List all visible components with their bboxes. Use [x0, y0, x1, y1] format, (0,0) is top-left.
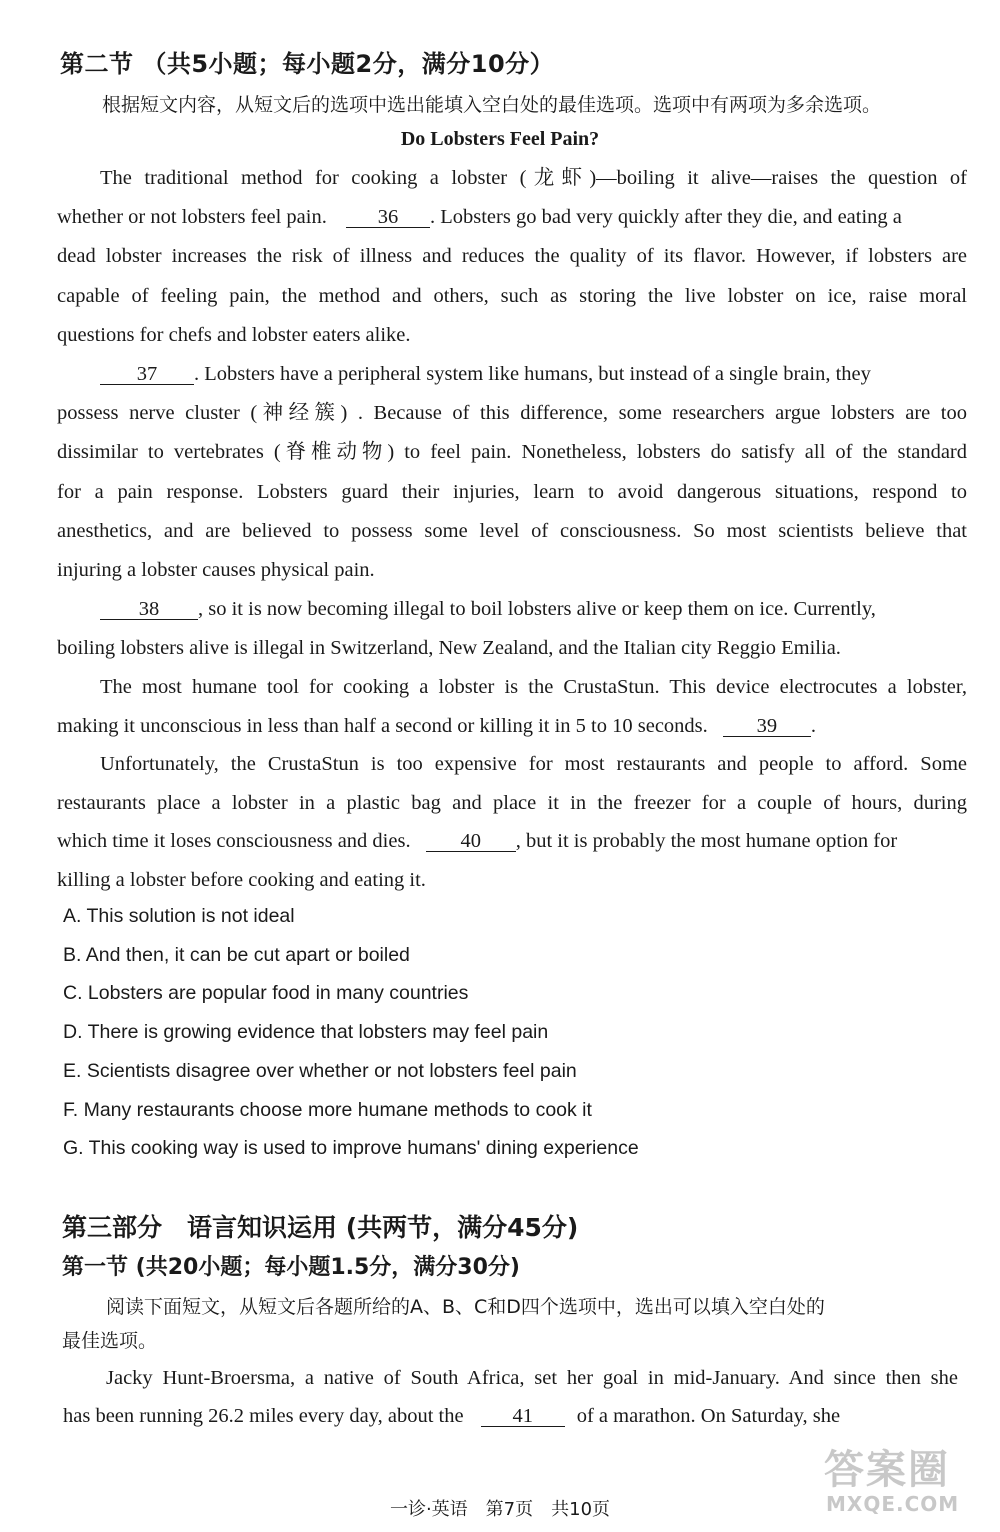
passage-line: anesthetics, and are believed to possess some level of consciousness. So most scientists believe that: [57, 520, 967, 542]
section-heading: 第一节 (共20小题；每小题1.5分，满分30分): [62, 1255, 520, 1280]
passage-text: making it unconscious in less than half a second or killing it in 5 to 10 seconds.: [57, 715, 708, 737]
passage-line: possess nerve cluster (神经簇) . Because of this difference, some researchers argue lobsters are too: [57, 402, 967, 424]
section-instruction: 根据短文内容，从短文后的选项中选出能填入空白处的最佳选项。选项中有两项为多余选项。: [102, 94, 882, 116]
passage-line: for a pain response. Lobsters guard their injuries, learn to avoid dangerous situations, respond to: [57, 481, 967, 503]
page-footer: 一诊·英语 第7页 共10页: [389, 1499, 611, 1520]
watermark-text: 答案圈: [824, 1447, 950, 1493]
option-c: C. Lobsters are popular food in many countries: [63, 982, 469, 1004]
passage-line: capable of feeling pain, the method and others, such as storing the live lobster on ice, raise moral: [57, 285, 967, 307]
passage-text: , so it is now becoming illegal to boil lobsters alive or keep them on ice. Currently,: [198, 598, 876, 620]
blank-41: 41: [481, 1406, 565, 1427]
passage-line: boiling lobsters alive is illegal in Switzerland, New Zealand, and the Italian city Reggio Emilia.: [57, 637, 841, 659]
blank-38: 38: [100, 599, 198, 620]
passage-text: which time it loses consciousness and dies.: [57, 830, 411, 852]
passage-line: The most humane tool for cooking a lobster is the CrustaStun. This device electrocutes a lobster,: [100, 676, 967, 698]
passage-line: dissimilar to vertebrates (脊椎动物) to feel pain. Nonetheless, lobsters do satisfy all of the standard: [57, 441, 967, 463]
passage-title: Do Lobsters Feel Pain?: [400, 128, 600, 150]
option-b: B. And then, it can be cut apart or boiled: [63, 944, 410, 966]
passage-line: Unfortunately, the CrustaStun is too expensive for most restaurants and people to afford. Some: [100, 753, 967, 775]
passage-line: [100, 362, 967, 386]
passage-line: [57, 829, 967, 853]
passage-line: The traditional method for cooking a lobster (龙虾)—boiling it alive—raises the question of: [100, 167, 967, 189]
blank-37: 37: [100, 364, 194, 385]
passage-line: [100, 597, 967, 621]
passage-text: of a marathon. On Saturday, she: [576, 1405, 841, 1427]
blank-36: 36: [346, 207, 430, 228]
passage-line: [57, 714, 967, 738]
blank-40: 40: [426, 831, 516, 852]
part-heading: 第三部分 语言知识运用 (共两节，满分45分): [62, 1213, 579, 1242]
option-a: A. This solution is not ideal: [63, 905, 295, 927]
passage-text: . Lobsters go bad very quickly after they die, and eating a: [429, 206, 902, 228]
passage-line: killing a lobster before cooking and eating it.: [57, 869, 426, 891]
section-instruction: 最佳选项。: [62, 1330, 158, 1352]
passage-line: [63, 1404, 973, 1428]
option-d: D. There is growing evidence that lobsters may feel pain: [63, 1021, 549, 1043]
passage-line: dead lobster increases the risk of illness and reduces the quality of its flavor. However, if lobsters are: [57, 245, 967, 267]
passage-text: .: [810, 715, 817, 737]
option-e: E. Scientists disagree over whether or not lobsters feel pain: [63, 1060, 577, 1082]
option-g: G. This cooking way is used to improve humans' dining experience: [63, 1137, 639, 1159]
passage-line: injuring a lobster causes physical pain.: [57, 559, 375, 581]
passage-text: , but it is probably the most humane option for: [515, 830, 898, 852]
passage-line: questions for chefs and lobster eaters alike.: [57, 324, 411, 346]
section-heading: 第二节 （共5小题；每小题2分，满分10分）: [60, 50, 555, 78]
passage-line: Jacky Hunt-Broersma, a native of South Africa, set her goal in mid-January. And since then she: [106, 1367, 958, 1389]
passage-text: whether or not lobsters feel pain.: [57, 206, 327, 228]
passage-line: restaurants place a lobster in a plastic bag and place it in the freezer for a couple of hours, during: [57, 792, 967, 814]
passage-line: [57, 205, 967, 229]
option-f: F. Many restaurants choose more humane methods to cook it: [63, 1099, 592, 1121]
blank-39: 39: [723, 716, 811, 737]
watermark-url: MXQE.COM: [826, 1492, 960, 1516]
passage-text: has been running 26.2 miles every day, about the: [63, 1405, 464, 1427]
passage-text: . Lobsters have a peripheral system like humans, but instead of a single brain, they: [194, 363, 871, 385]
section-instruction: 阅读下面短文，从短文后各题所给的A、B、C和D四个选项中，选出可以填入空白处的: [106, 1296, 825, 1318]
